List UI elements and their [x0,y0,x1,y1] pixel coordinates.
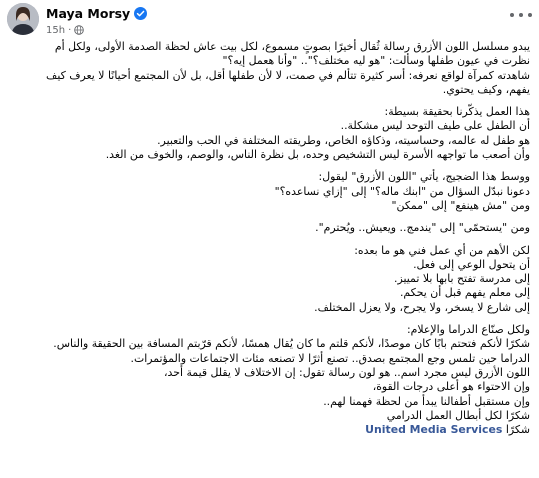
globe-icon[interactable] [74,25,84,35]
post-line: ووسط هذا الضجيج، يأتي "اللون الأزرق" ليقول: [318,170,530,184]
post-text [10,40,530,437]
author-name[interactable]: Maya Morsy [46,5,131,21]
more-options-icon[interactable] [510,8,532,22]
post-line: أن الطفل على طيف التوحد ليس مشكلة.. [340,119,530,133]
tag-line [10,423,530,437]
post-line: هذا العمل يذكّرنا بحقيقة بسيطة: [384,105,530,119]
post-line: ولكل صنّاع الدراما والإعلام: [407,323,530,337]
post-line: ومن "مش هينفع" إلى "ممكن" [391,198,530,212]
post-time[interactable]: 15h [46,24,66,36]
post-line: إلى مدرسة تفتح بابها بلا تمييز. [394,272,530,286]
post-line: هو طفل له عالمه، وحساسيته، وذكاؤه الخاص، وطريقته المختلفة في الحب والتعبير. [157,133,530,147]
post-line: اللون الأزرق ليس مجرد اسم.. هو لون رسالة تقول: إن الاختلاف لا يقلل قيمة أحد، [164,365,530,379]
post-line: الدراما حين تلمس وجع المجتمع بصدق.. تصنع أثرًا لا تصنعه مئات الاجتماعات والمؤتمرات. [130,351,530,365]
post-line: دعونا نبدّل السؤال من "ابنك ماله؟" إلى "إزاي نساعده؟" [274,184,530,198]
page-tag-link[interactable]: United Media Services [365,423,503,437]
post-line: شكرًا لكل أبطال العمل الدرامي [386,408,530,422]
meta-separator: · [68,24,72,36]
post-line: وإن مستقبل أطفالنا يبدأ من لحظة فهمنا لهم.. [323,394,530,408]
post-line: شكرًا لأنكم فتحتم بابًا كان موصدًا، لأنكم قلتم ما كان يُقال همسًا، لأنكم قرّبتم المسافة بين الحقيقة والناس. [53,337,530,351]
post-line: وإن الاحتواء هو أعلى درجات القوة، [372,380,530,394]
post-line: وأن أصعب ما تواجهه الأسرة ليس التشخيص وحده، بل نظرة الناس، والوصم، والخوف من الغد. [105,148,530,162]
post-line: ومن "يستحمّى" إلى "يندمج.. ويعيش.. ويُحترم". [315,221,530,235]
post-line: إلى شارع لا يسخر، ولا يجرح، ولا يعزل المختلف. [314,300,530,314]
post-line: إلى معلم يفهم قبل أن يحكم. [399,286,530,300]
tag-prefix: شكرًا [505,423,530,437]
post-line: أن يتحول الوعي إلى فعل. [413,257,530,271]
post-line: لكن الأهم من أي عمل فني هو ما بعده: [354,243,530,257]
verified-badge-icon [134,7,147,20]
post-line: يفهم، وكيف يحتوي. [442,82,530,96]
post-line: نظرت في عيون طفلها وسألت: "هو ليه مختلف؟".. "وأنا هعمل إيه؟" [222,54,530,68]
avatar[interactable] [7,3,39,35]
post-line: يبدو مسلسل اللون الأزرق رسالة ثُقال أخيرًا بصوتٍ مسموع، لكل بيت عاش لحظة الصدمة الأولى، ولكل أم [54,40,530,53]
post-line: شاهدته كمرآة لواقع نعرفه: أسر كثيرة تتألم في صمت، لا لأن طفلها أقل، بل لأن المجتمع أحيانًا لا يعرف كيف [46,68,530,82]
post-header [0,0,539,40]
